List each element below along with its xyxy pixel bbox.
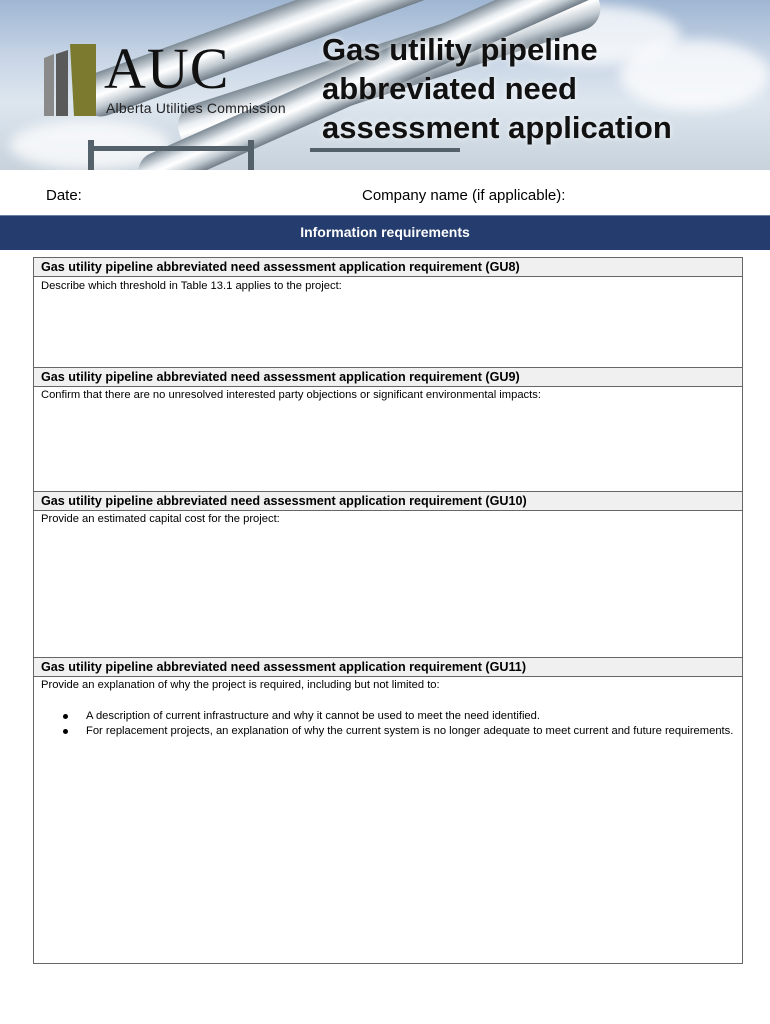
page-title: Gas utility pipeline abbreviated need assessment application	[322, 32, 672, 145]
logo-wordmark: AUC	[104, 36, 230, 101]
requirement-prompt: Describe which threshold in Table 13.1 applies to the project:	[41, 280, 342, 292]
requirement-prompt: Provide an explanation of why the project is required, including but not limited to:	[41, 679, 440, 691]
requirements-form	[33, 257, 743, 964]
auc-logo-icon	[44, 44, 96, 116]
bullet-icon	[63, 714, 68, 719]
bullet-icon	[63, 729, 68, 734]
pipe-support	[248, 140, 254, 170]
requirement-bullet-list	[34, 709, 742, 739]
requirement-prompt: Provide an estimated capital cost for the project:	[41, 513, 280, 525]
bullet-text: For replacement projects, an explanation of why the current system is no longer adequate to meet current and future requirements.	[86, 725, 734, 737]
pipe-support	[310, 148, 460, 152]
pipe-support	[88, 140, 94, 170]
requirement-heading-gu9: Gas utility pipeline abbreviated need assessment application requirement (GU9)	[34, 367, 742, 387]
section-header: Information requirements	[0, 215, 770, 250]
list-item	[34, 724, 742, 739]
logo-subtitle: Alberta Utilities Commission	[106, 100, 286, 116]
requirement-response-gu8[interactable]	[34, 279, 742, 368]
requirement-response-gu9[interactable]	[34, 388, 742, 492]
requirement-response-gu10[interactable]	[34, 512, 742, 657]
requirement-heading-gu8: Gas utility pipeline abbreviated need assessment application requirement (GU8)	[34, 257, 742, 277]
requirement-prompt: Confirm that there are no unresolved interested party objections or significant environmental impacts:	[41, 389, 541, 401]
list-item	[34, 709, 742, 724]
requirement-heading-gu10: Gas utility pipeline abbreviated need assessment application requirement (GU10)	[34, 491, 742, 511]
pipe-support	[88, 146, 254, 151]
header-banner	[0, 0, 770, 170]
requirement-heading-gu11: Gas utility pipeline abbreviated need assessment application requirement (GU11)	[34, 657, 742, 677]
date-field-label: Date:	[46, 187, 82, 204]
company-name-field-label: Company name (if applicable):	[362, 187, 566, 204]
bullet-text: A description of current infrastructure and why it cannot be used to meet the need identified.	[86, 710, 540, 722]
